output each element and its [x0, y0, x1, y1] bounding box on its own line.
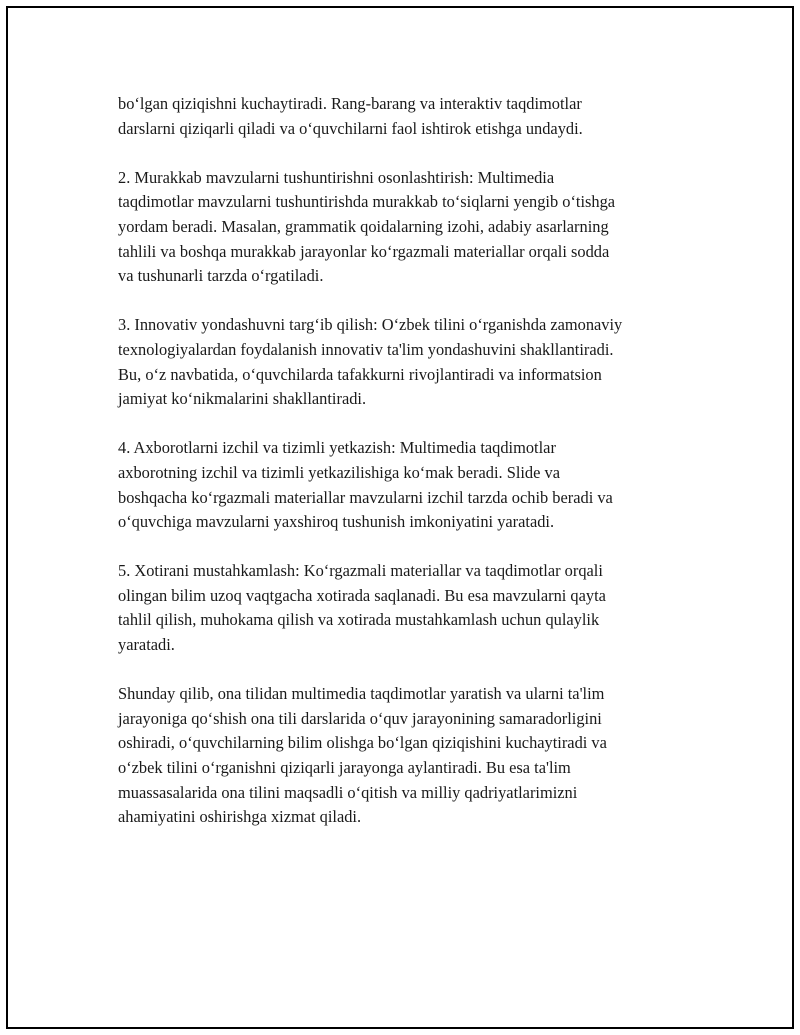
text-line: jamiyat ko‘nikmalarini shakllantiradi.: [118, 389, 367, 409]
paragraph-intro-continuation: [118, 92, 698, 141]
document-body: [118, 92, 698, 830]
paragraph-point-2: [118, 166, 698, 289]
text-line: o‘zbek tilini o‘rganishni qiziqarli jarayonga aylantiradi. Bu esa ta'lim: [118, 758, 571, 778]
paragraph-point-3: [118, 313, 698, 411]
text-line: tahlil qilish, muhokama qilish va xotirada mustahkamlash uchun qulaylik: [118, 610, 600, 630]
text-line: va tushunarli tarzda o‘rgatiladi.: [118, 266, 324, 286]
text-line: tahlili va boshqa murakkab jarayonlar ko‘rgazmali materiallar orqali sodda: [118, 241, 610, 261]
text-line: 4. Axborotlarni izchil va tizimli yetkazish: Multimedia taqdimotlar: [118, 438, 556, 458]
text-line: Bu, o‘z navbatida, o‘quvchilarda tafakkurni rivojlantiradi va informatsion: [118, 364, 602, 384]
paragraph-point-4: [118, 436, 698, 534]
text-line: boshqacha ko‘rgazmali materiallar mavzularni izchil tarzda ochib beradi va: [118, 487, 613, 507]
text-line: olingan bilim uzoq vaqtgacha xotirada saqlanadi. Bu esa mavzularni qayta: [118, 585, 606, 605]
text-line: 5. Xotirani mustahkamlash: Ko‘rgazmali materiallar va taqdimotlar orqali: [118, 561, 603, 581]
text-line: 2. Murakkab mavzularni tushuntirishni osonlashtirish: Multimedia: [118, 167, 555, 187]
text-line: jarayoniga qo‘shish ona tili darslarida o‘quv jarayonining samaradorligini: [118, 708, 602, 728]
text-line: yaratadi.: [118, 635, 175, 655]
text-line: texnologiyalardan foydalanish innovativ ta'lim yondashuvini shakllantiradi.: [118, 339, 614, 359]
text-line: Shunday qilib, ona tilidan multimedia taqdimotlar yaratish va ularni ta'lim: [118, 684, 605, 704]
text-line: axborotning izchil va tizimli yetkazilishiga ko‘mak beradi. Slide va: [118, 462, 560, 482]
text-line: oshiradi, o‘quvchilarning bilim olishga bo‘lgan qiziqishini kuchaytiradi va: [118, 733, 607, 753]
text-line: 3. Innovativ yondashuvni targ‘ib qilish: O‘zbek tilini o‘rganishda zamonaviy: [118, 315, 623, 335]
paragraph-conclusion: [118, 682, 698, 830]
text-line: ahamiyatini oshirishga xizmat qiladi.: [118, 807, 362, 827]
text-line: yordam beradi. Masalan, grammatik qoidalarning izohi, adabiy asarlarning: [118, 216, 609, 236]
text-line: muassasalarida ona tilini maqsadli o‘qitish va milliy qadriyatlarimizni: [118, 782, 578, 802]
text-line: taqdimotlar mavzularni tushuntirishda murakkab to‘siqlarni yengib o‘tishga: [118, 192, 616, 212]
paragraph-point-5: [118, 559, 698, 657]
text-line: o‘quvchiga mavzularni yaxshiroq tushunish imkoniyatini yaratadi.: [118, 512, 555, 532]
text-line: darslarni qiziqarli qiladi va o‘quvchilarni faol ishtirok etishga undaydi.: [118, 118, 583, 138]
text-line: bo‘lgan qiziqishni kuchaytiradi. Rang-barang va interaktiv taqdimotlar: [118, 94, 582, 113]
